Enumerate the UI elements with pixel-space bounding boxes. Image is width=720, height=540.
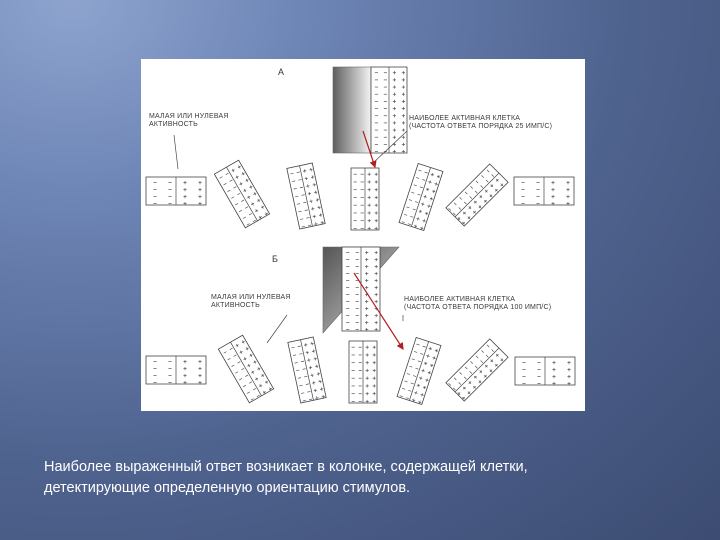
caption-line-1: Наиболее выраженный ответ возникает в колонке, содержащей клетки, [44, 459, 528, 475]
panel-a-high-activity-label [409, 115, 552, 131]
panel-a-field-1 [146, 177, 206, 205]
panel-b-field-5 [397, 338, 441, 405]
panel-b-top-receptive-field [342, 247, 380, 331]
panel-b-field-4 [349, 341, 377, 403]
panel-b-low-line1: МАЛАЯ ИЛИ НУЛЕВАЯ [211, 294, 291, 301]
panel-a-field-5 [399, 164, 443, 231]
panel-a-high-line1: НАИБОЛЕЕ АКТИВНАЯ КЛЕТКА [409, 115, 521, 122]
panel-b-low-line2: АКТИВНОСТЬ [211, 302, 260, 309]
panel-b-field-7 [515, 357, 575, 385]
panel-b-low-activity-label [211, 294, 291, 310]
panel-a-field-6 [446, 164, 508, 226]
panel-a-field-7 [514, 177, 574, 205]
panel-b-field-3 [288, 337, 326, 403]
panel-a-field-2 [214, 160, 269, 228]
panel-a-top-receptive-field [371, 67, 407, 153]
receptive-field-figure [141, 59, 585, 411]
panel-b-field-1 [146, 356, 206, 384]
panel-a-field-3 [287, 163, 325, 229]
panel-b-field-6 [446, 339, 508, 401]
orientation-diagram [141, 59, 585, 411]
panel-a-low-line2: АКТИВНОСТЬ [149, 121, 198, 128]
slide-caption [44, 457, 694, 499]
panel-b-high-line2: (ЧАСТОТА ОТВЕТА ПОРЯДКА 100 ИМП/С) [404, 304, 552, 311]
panel-b-field-2 [218, 335, 273, 403]
panel-a-low-activity-label [149, 113, 229, 129]
caption-line-2: детектирующие определенную ориентацию стимулов. [44, 480, 411, 496]
panel-b-letter: Б [272, 254, 278, 264]
panel-b-low-pointer [267, 315, 287, 343]
panel-b-high-activity-label [404, 296, 551, 312]
panel-a-stimulus-bar [333, 67, 371, 153]
panel-a-field-4 [351, 168, 379, 230]
panel-a-high-line2: (ЧАСТОТА ОТВЕТА ПОРЯДКА 25 ИМП/С) [409, 123, 553, 130]
panel-a-low-line1: МАЛАЯ ИЛИ НУЛЕВАЯ [149, 113, 229, 120]
panel-b-high-line1: НАИБОЛЕЕ АКТИВНАЯ КЛЕТКА [404, 296, 516, 303]
panel-a-letter: А [278, 67, 285, 77]
panel-a-low-pointer [174, 135, 178, 169]
